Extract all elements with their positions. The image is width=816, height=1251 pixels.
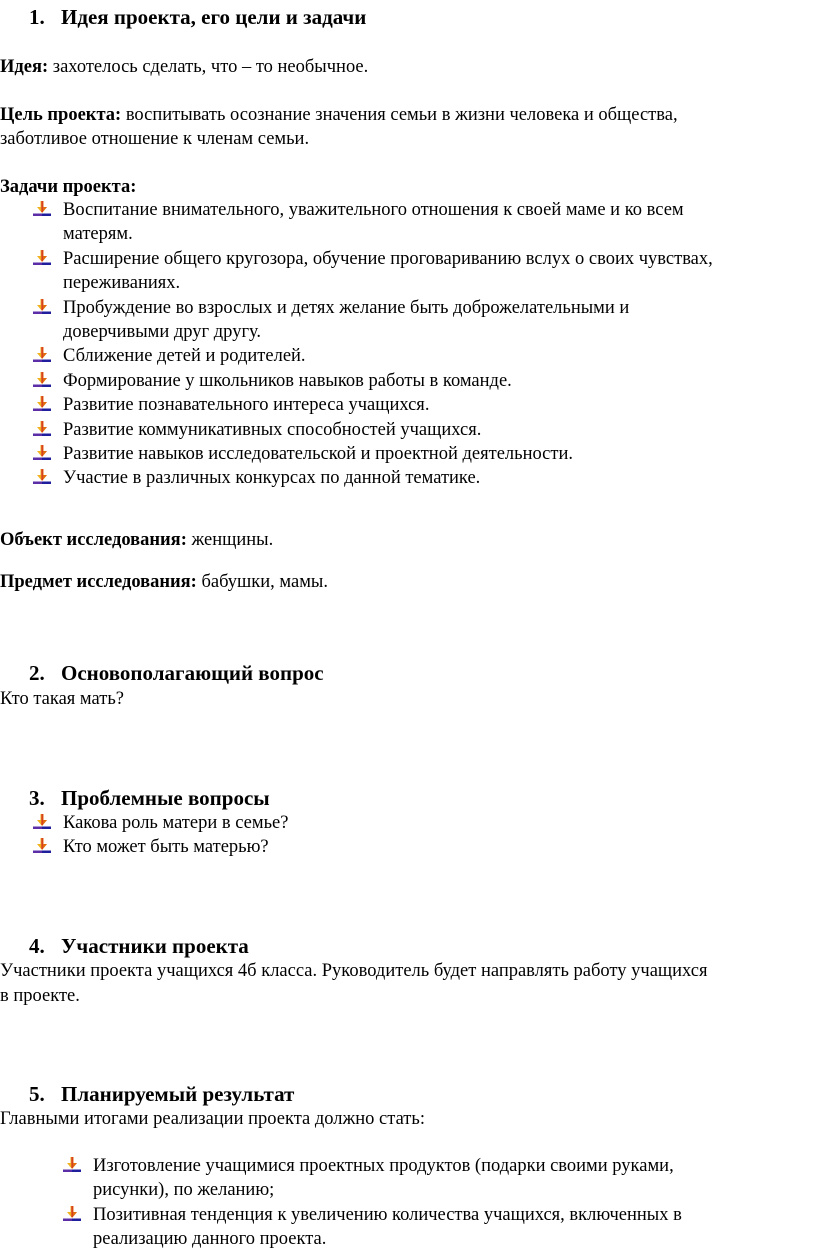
section-title: Основополагающий вопрос [61, 661, 324, 685]
down-arrow-bullet-icon [33, 299, 51, 315]
idea-label: Идея: [0, 57, 49, 77]
goal-text-cont: заботливое отношение к членам семьи. [0, 129, 310, 149]
down-arrow-bullet-icon [33, 421, 51, 437]
goal-label: Цель проекта: [0, 105, 122, 125]
down-arrow-bullet-icon [33, 814, 51, 830]
subject-text: бабушки, мамы. [196, 572, 328, 592]
object-text: женщины. [186, 530, 274, 550]
section-3-heading [29, 785, 270, 811]
section-title: Проблемные вопросы [61, 786, 270, 810]
list-item-text: Участие в различных конкурсах по данной тематике. [63, 468, 481, 489]
down-arrow-bullet-icon [33, 372, 51, 388]
section-5-text: Главными итогами реализации проекта должно стать: [0, 1109, 425, 1129]
down-arrow-bullet-icon [33, 838, 51, 854]
tasks-label: Задачи проекта: [0, 177, 137, 197]
down-arrow-bullet-icon [33, 250, 51, 266]
subject-paragraph [0, 570, 328, 594]
down-arrow-bullet-icon [33, 469, 51, 485]
list-item-text: переживаниях. [63, 273, 181, 294]
list-item-text: Развитие навыков исследовательской и проектной деятельности. [63, 444, 574, 464]
section-1-heading [29, 4, 366, 30]
object-label: Объект исследования: [0, 530, 187, 550]
section-title: Идея проекта, его цели и задачи [61, 5, 367, 29]
section-number: 1. [29, 5, 45, 29]
section-number: 3. [29, 786, 45, 810]
idea-paragraph [0, 55, 368, 79]
down-arrow-bullet-icon [33, 347, 51, 363]
down-arrow-bullet-icon [63, 1206, 81, 1222]
list-item-text: Развитие познавательного интереса учащихся. [63, 395, 430, 416]
list-item-text: Позитивная тенденция к увеличению количества учащихся, включенных в [93, 1204, 682, 1225]
section-number: 5. [29, 1082, 45, 1106]
section-number: 4. [29, 934, 45, 958]
goal-paragraph-cont [0, 127, 309, 151]
list-item-text: матерям. [63, 224, 133, 245]
down-arrow-bullet-icon [33, 396, 51, 412]
list-item-text: Кто может быть матерью? [63, 837, 269, 858]
list-item-text: Изготовление учащимися проектных продуктов (подарки своими руками, [93, 1156, 674, 1176]
section-4-text-cont: в проекте. [0, 986, 80, 1006]
list-item-text: Развитие коммуникативных способностей учащихся. [63, 419, 482, 440]
object-paragraph [0, 528, 273, 552]
section-title: Участники проекта [61, 934, 249, 958]
list-item-text: Сближение детей и родителей. [63, 346, 306, 367]
section-2-text: Кто такая мать? [0, 689, 124, 709]
down-arrow-bullet-icon [33, 445, 51, 461]
down-arrow-bullet-icon [63, 1157, 81, 1173]
list-item-text: Формирование у школьников навыков работы в команде. [63, 370, 512, 391]
section-number: 2. [29, 661, 45, 685]
goal-text: воспитывать осознание значения семьи в жизни человека и общества, [121, 105, 678, 125]
section-4-heading [29, 933, 249, 959]
list-item-text: доверчивыми друг другу. [63, 322, 262, 342]
subject-label: Предмет исследования: [0, 572, 197, 592]
list-item-text: Расширение общего кругозора, обучение проговариванию вслух о своих чувствах, [63, 248, 713, 269]
idea-text: захотелось сделать, что – то необычное. [48, 57, 369, 77]
list-item-text: Воспитание внимательного, уважительного отношения к своей маме и ко всем [63, 200, 684, 220]
list-item-text: реализацию данного проекта. [93, 1229, 327, 1250]
goal-paragraph [0, 103, 678, 127]
list-item-text: Какова роль матери в семье? [63, 813, 289, 833]
section-title: Планируемый результат [61, 1082, 295, 1106]
section-2-heading [29, 660, 324, 686]
section-4-text: Участники проекта учащихся 4б класса. Руководитель будет направлять работу учащихся [0, 961, 708, 981]
section-5-heading [29, 1081, 294, 1107]
down-arrow-bullet-icon [33, 201, 51, 217]
list-item-text: Пробуждение во взрослых и детях желание быть доброжелательными и [63, 297, 630, 318]
list-item-text: рисунки), по желанию; [93, 1180, 275, 1201]
